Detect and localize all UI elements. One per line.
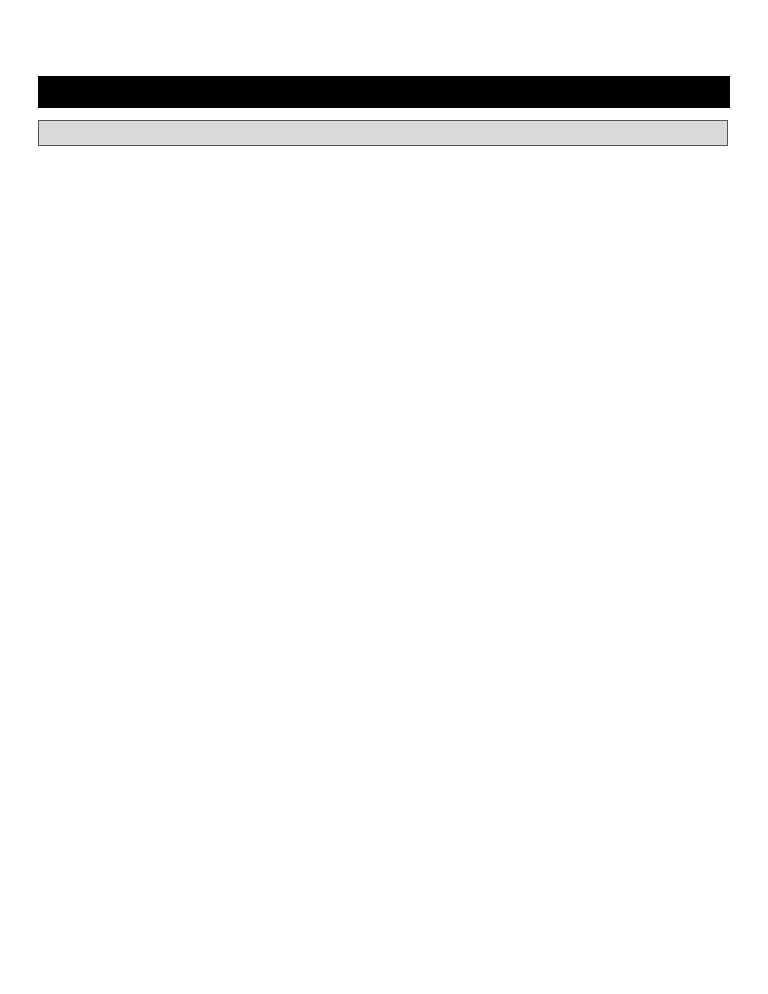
unit-heading — [38, 120, 728, 146]
document-title — [38, 76, 730, 108]
watermark — [35, 0, 573, 488]
